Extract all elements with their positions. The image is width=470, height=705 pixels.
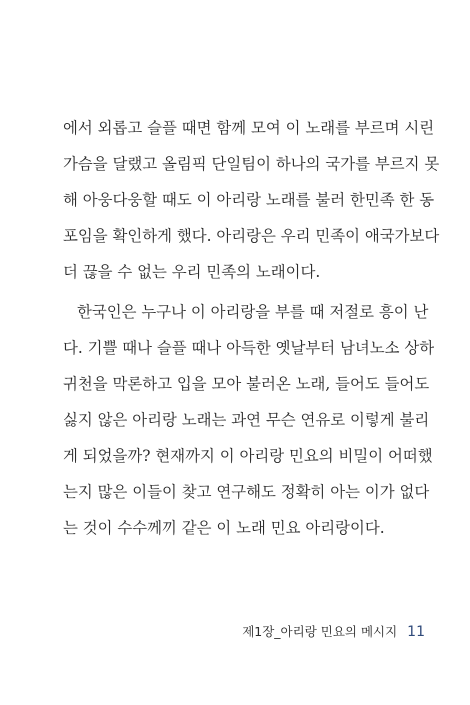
page-footer xyxy=(242,622,425,640)
text-line: 다. 기쁠 때나 슬플 때나 아득한 옛날부터 남녀노소 상하 xyxy=(63,339,435,357)
text-line: 포임을 확인하게 했다. 아리랑은 우리 민족이 애국가보다 xyxy=(63,227,440,245)
text-line: 가슴을 달랬고 올림픽 단일팀이 하나의 국가를 부르지 못 xyxy=(63,155,440,173)
text-line: 는지 많은 이들이 찾고 연구해도 정확히 아는 이가 없다 xyxy=(63,483,430,501)
page-number: 11 xyxy=(407,624,425,640)
text-line: 는 것이 수수께끼 같은 이 노래 민요 아리랑이다. xyxy=(63,519,385,537)
text-line: 한국인은 누구나 이 아리랑을 부를 때 저절로 흥이 난 xyxy=(77,303,429,321)
text-line: 더 끊을 수 없는 우리 민족의 노래이다. xyxy=(63,263,321,281)
text-line: 싫지 않은 아리랑 노래는 과연 무슨 연유로 이렇게 불리 xyxy=(63,411,430,429)
text-line: 해 아웅다웅할 때도 이 아리랑 노래를 불러 한민족 한 동 xyxy=(63,191,435,209)
text-line: 게 되었을까? 현재까지 이 아리랑 민요의 비밀이 어떠했 xyxy=(63,447,433,465)
body-text xyxy=(63,110,440,546)
running-head: 제1장_아리랑 민요의 메시지 xyxy=(242,624,398,639)
text-line: 에서 외롭고 슬플 때면 함께 모여 이 노래를 부르며 시린 xyxy=(63,119,435,137)
text-line: 귀천을 막론하고 입을 모아 불러온 노래, 들어도 들어도 xyxy=(63,375,430,393)
